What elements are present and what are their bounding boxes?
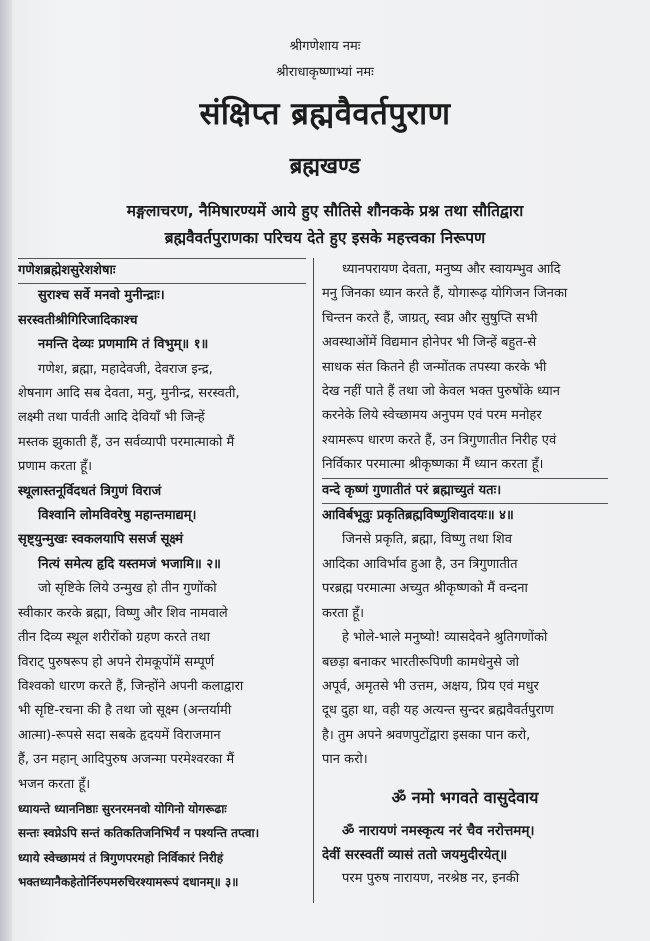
text-line: चिन्तन करते हैं, जाग्रत्, स्वप्न और सुषुप्ति सभी — [322, 310, 538, 326]
left-column — [18, 258, 306, 895]
text-line: भी सृष्टि-रचना की है तथा जो सूक्ष्म (अन्तर्यामी — [18, 703, 232, 719]
text-line: अवस्थाओंमें विद्यमान होनेपर भी जिन्हें बहुत-से — [322, 335, 537, 351]
page-binding-shadow — [0, 0, 12, 941]
text-line: करनेके लिये स्वेच्छामय अनुपम एवं परम मनोहर — [322, 408, 542, 424]
verse-line: नित्यं समेत्य हृदि यस्तमजं भजामि॥ २॥ — [38, 556, 221, 572]
text-line: गणेश, ब्रह्मा, महादेवजी, देवराज इन्द्र, — [38, 361, 213, 377]
text-line: है। तुम अपने श्रवणपुटोंद्वारा इसका पान करो, — [322, 727, 531, 743]
section-title: ब्रह्मखण्ड — [289, 154, 361, 179]
text-line: निर्विकार परमात्मा श्रीकृष्णका मैं ध्यान करता हूँ। — [322, 457, 544, 473]
text-line: शेषनाग आदि सब देवता, मनु, मुनीन्द्र, सरस्वती, — [18, 386, 240, 402]
verse-line: स्थूलास्तनूर्विदधतं त्रिगुणं विराजं — [18, 483, 162, 499]
text-line: हे भोले-भाले मनुष्यो! व्यासदेवने श्रुतिगणोंको — [342, 630, 548, 646]
verse-line: सुराश्च सर्वे मनवो मुनीन्द्राः। — [38, 288, 165, 304]
page-title: संक्षिप्त ब्रह्मवैवर्तपुराण — [199, 96, 451, 132]
chapter-heading-line-2: ब्रह्मवैवर्तपुराणका परिचय देते हुए इसके महत्त्वका निरूपण — [164, 229, 486, 247]
text-line: जो सृष्टिके लिये उन्मुख हो तीन गुणोंको — [38, 581, 217, 597]
text-line: विश्वको धारण करते हैं, जिन्होंने अपनी कलाद्वारा — [18, 678, 244, 694]
verse-line: भक्तध्यानैकहेतोर्निरुपमरुचिरश्यामरूपं दधानम्॥ ३॥ — [18, 875, 239, 890]
text-line: लक्ष्मी तथा पार्वती आदि देवियाँ भी जिन्हें — [18, 410, 205, 426]
text-line: साधक संत कितने ही जन्मोंतक तपस्या करके भी — [322, 359, 547, 375]
invocation-radha-krishna: श्रीराधाकृष्णाभ्यां नमः — [276, 65, 374, 80]
right-column — [322, 258, 608, 892]
text-line: आत्मा)-रूपसे सदा सबके हृदयमें विराजमान — [18, 727, 221, 743]
text-line: परम पुरुष नारायण, नरश्रेष्ठ नर, इनकी — [342, 871, 520, 887]
text-line: श्यामरूप धारण करते हैं, उन त्रिगुणातीत निरीह एवं — [322, 432, 557, 448]
invocation-ganesha: श्रीगणेशाय नमः — [289, 39, 361, 54]
text-line: मनु जिनका ध्यान करते हैं, योगारूढ़ योगिजन जिनका — [322, 286, 568, 302]
verse-line: वन्दे कृष्णं गुणातीतं परं ब्रह्माच्युतं यतः। — [322, 478, 608, 504]
verse-line: सरस्वतीश्रीगिरिजादिकाश्च — [18, 312, 138, 328]
verse-line: गणेशब्रह्मेशसुरेशशेषाः — [18, 258, 306, 284]
text-line: भजन करता हूँ। — [18, 776, 91, 792]
verse-line: ॐ नारायणं नमस्कृत्य नरं चैव नरोत्तमम्। — [342, 822, 535, 839]
verse-line: देवीं सरस्वतीं व्यासं ततो जयमुदीरयेत्॥ — [322, 846, 508, 863]
text-line: अपूर्व, अमृतसे भी उत्तम, अक्षय, प्रिय एवं मधुर — [322, 678, 539, 694]
text-line: प्रणाम करता हूँ। — [18, 459, 93, 475]
verse-line: आविर्बभूवुः प्रकृतिब्रह्मविष्णुशिवादयः॥ ४॥ — [322, 508, 514, 524]
text-line: हैं, उन महान् आदिपुरुष अजन्मा परमेश्वरका मैं — [18, 752, 235, 768]
text-line: आदिका आविर्भाव हुआ है, उन त्रिगुणातीत — [322, 556, 518, 572]
verse-line: ध्यायन्ते ध्याननिष्ठाः सुरनरमनवो योगिनो योगरूढाः — [18, 801, 227, 816]
verse-line: सृष्ट्युन्मुखः स्वकलयापि ससर्ज सूक्ष्मं — [18, 532, 183, 548]
text-line: करता हूँ। — [322, 605, 365, 621]
verse-line: विश्वानि लोमविवरेषु महान्तमाद्यम्। — [38, 508, 197, 524]
text-line: देख नहीं पाते हैं तथा जो केवल भक्त पुरुषोंके ध्यान — [322, 384, 560, 400]
text-line: मस्तक झुकाती हैं, उन सर्वव्यापी परमात्माको मैं — [18, 434, 235, 450]
text-line: स्वीकार करके ब्रह्मा, विष्णु और शिव नामवाले — [18, 605, 228, 621]
text-line: जिनसे प्रकृति, ब्रह्मा, विष्णु तथा शिव — [342, 532, 513, 548]
chapter-heading-line-1: मङ्गलाचरण, नैमिषारण्यमें आये हुए सौतिसे शौनकके प्रश्न तथा सौतिद्वारा — [126, 202, 524, 220]
column-divider — [313, 258, 314, 903]
text-line: विराट् पुरुषरूप हो अपने रोमकूपोंमें सम्पूर्ण — [18, 654, 215, 670]
text-line: ध्यानपरायण देवता, मनुष्य और स्वायम्भुव आदि — [342, 262, 561, 277]
text-line: दूध दुहा था, वही यह अत्यन्त सुन्दर ब्रह्मवैवर्तपुराण — [322, 703, 554, 719]
text-line: बछड़ा बनाकर भारतीरूपिणी कामधेनुसे जो — [322, 654, 520, 670]
mantra-heading: ॐ नमो भगवते वासुदेवाय — [391, 787, 539, 807]
verse-line: नमन्ति देव्यः प्रणमामि तं विभुम्॥ १॥ — [38, 337, 209, 353]
verse-line: ध्याये स्वेच्छामयं तं त्रिगुणपरमहो निर्विकारं निरीहं — [18, 850, 224, 865]
text-line: पान करो। — [322, 752, 368, 768]
verse-line: सन्तः स्वप्नेऽपि सन्तं कतिकतिजनिभिर्यं न पश्यन्ति तप्त्वा। — [18, 826, 260, 841]
text-line: तीन दिव्य स्थूल शरीरोंको ग्रहण करते तथा — [18, 630, 210, 646]
text-line: परब्रह्म परमात्मा अच्युत श्रीकृष्णको मैं वन्दना — [322, 581, 528, 597]
